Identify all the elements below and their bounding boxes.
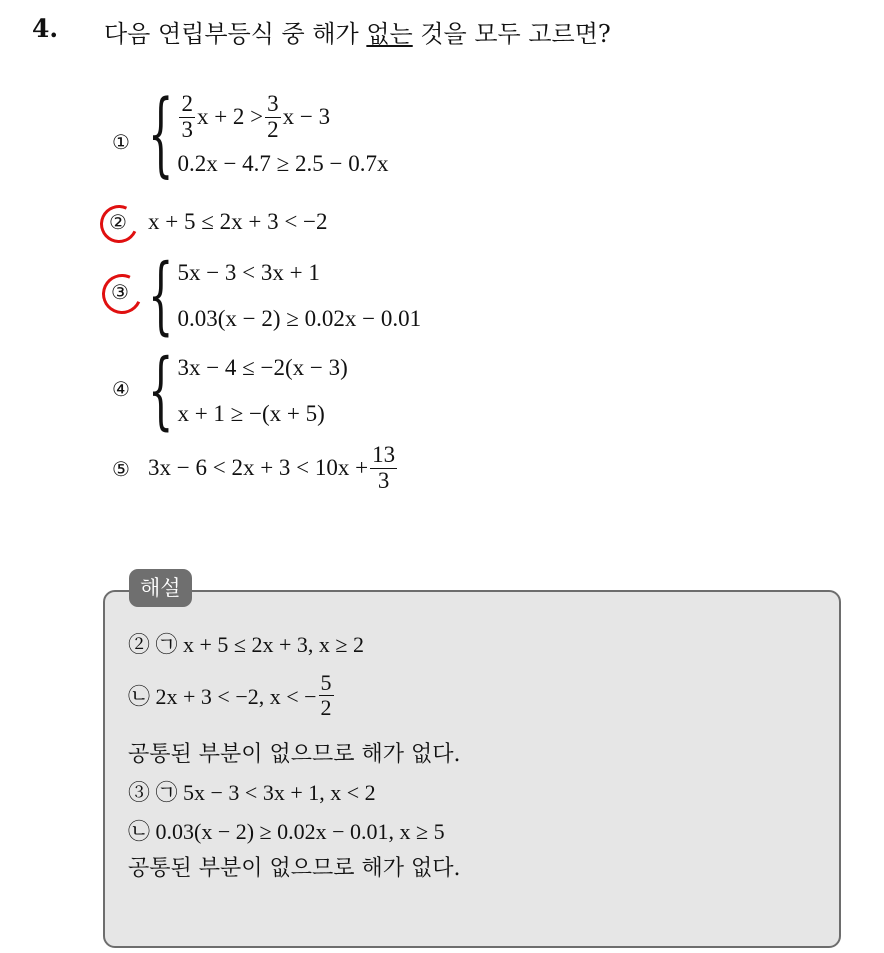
option-4-system <box>148 342 348 440</box>
option-2-expr: x + 5 ≤ 2x + 3 < −2 <box>148 209 328 234</box>
option-4-marker[interactable]: ④ <box>112 377 130 401</box>
brace-icon: { <box>148 342 174 440</box>
brace-icon: { <box>148 247 174 345</box>
solution-tag: 해설 <box>129 569 192 607</box>
solution-line-1: ② ㉠ x + 5 ≤ 2x + 3, x ≥ 2 <box>128 632 364 657</box>
question-text <box>104 14 611 49</box>
solution-line-2-a: ㉡ 2x + 3 < −2, x < − <box>128 683 317 709</box>
solution-line-5: ㉡ 0.03(x − 2) ≥ 0.02x − 0.01, x ≥ 5 <box>128 819 445 844</box>
option-5-expr-a: 3x − 6 < 2x + 3 < 10x + <box>148 455 369 480</box>
solution-line-6: 공통된 부분이 없으므로 해가 없다. <box>128 856 461 881</box>
option-3-row-2: 0.03(x − 2) ≥ 0.02x − 0.01 <box>177 306 422 331</box>
option-1-system <box>148 82 389 188</box>
question-text-a: 다음 연립부등식 중 해가 <box>104 20 367 48</box>
option-3-row-1: 5x − 3 < 3x + 1 <box>177 260 320 285</box>
option-4-row-2: x + 1 ≥ −(x + 5) <box>177 401 325 426</box>
solution-line-2 <box>128 664 336 726</box>
fraction: $\frac{5}{2}$ <box>320 670 332 720</box>
option-1-marker[interactable]: ① <box>112 130 130 154</box>
fraction: $\frac{3}{2}$ <box>267 91 279 142</box>
solution-line-3: 공통된 부분이 없으므로 해가 없다. <box>128 742 461 767</box>
option-3-marker[interactable]: ③ <box>111 280 129 304</box>
brace-icon: { <box>148 82 174 188</box>
solution-line-4: ③ ㉠ 5x − 3 < 3x + 1, x < 2 <box>128 780 376 805</box>
option-1-row-1-a: x + 2 > <box>196 104 264 129</box>
option-5-expr <box>148 438 399 498</box>
option-1-row-2: 0.2x − 4.7 ≥ 2.5 − 0.7x <box>177 151 389 176</box>
question-number: 4. <box>32 14 59 43</box>
option-5-marker[interactable]: ⑤ <box>112 457 130 481</box>
fraction: $\frac{2}{3}$ <box>181 91 193 142</box>
question-text-b: 것을 모두 고르면? <box>412 20 611 48</box>
fraction: $\frac{13}{3}$ <box>372 442 396 493</box>
option-1-row-1-b: x − 3 <box>282 104 331 129</box>
question-text-underlined: 없는 <box>366 20 413 48</box>
option-1-row-1 <box>177 88 388 146</box>
option-3-system <box>148 247 422 345</box>
option-2-marker[interactable]: ② <box>109 210 127 234</box>
option-4-row-1: 3x − 4 ≤ −2(x − 3) <box>177 355 348 380</box>
